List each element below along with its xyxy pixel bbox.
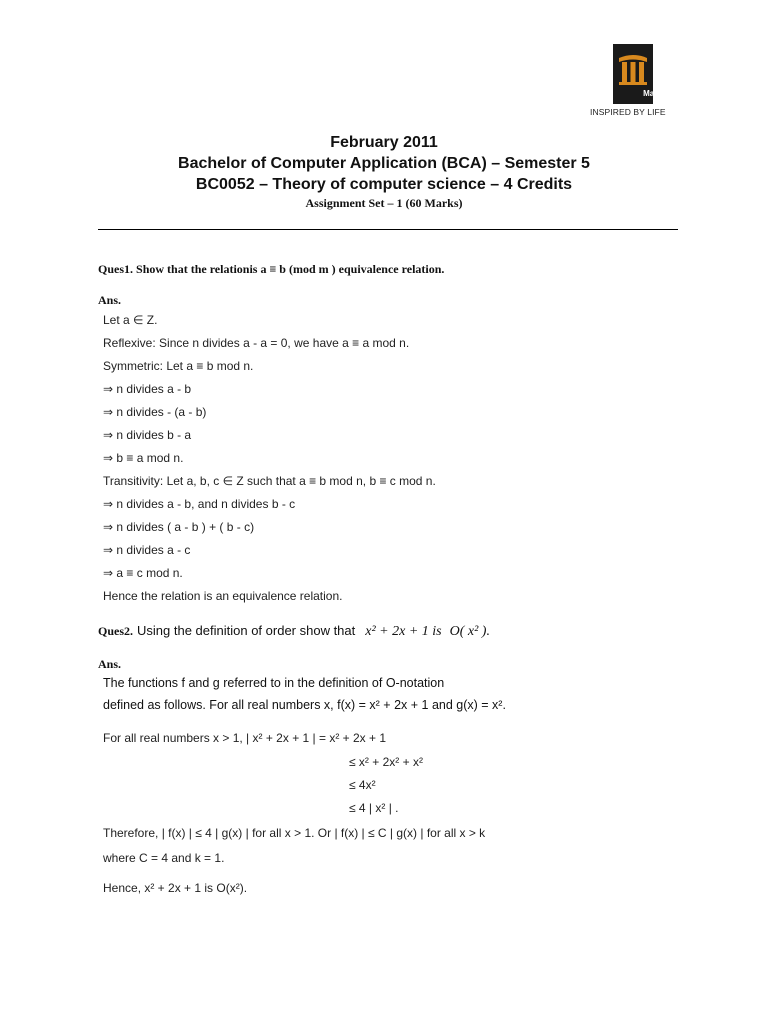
logo-tagline: INSPIRED BY LIFE [590,107,666,117]
logo-brand-text: Manipal [643,89,673,98]
answer-2-step-4: ≤ 4 | x² | . [349,801,399,815]
header-assignment: Assignment Set – 1 (60 Marks) [305,196,463,210]
answer-1-line: ⇒ n divides ( a - b ) + ( b - c) [103,520,255,534]
answer-1-line: ⇒ b ≡ a mod n. [103,451,184,465]
answer-1-label: Ans. [98,293,122,307]
answer-1-line: Transitivity: Let a, b, c ∈ Z such that a ≡ b mod n, b ≡ c mod n. [103,474,436,488]
header-date: February 2011 [330,134,438,151]
answer-2-intro-2: defined as follows. For all real numbers x, f(x) = x² + 2x + 1 and g(x) = x². [103,698,506,712]
answer-1-line: ⇒ n divides a - b, and n divides b - c [103,497,296,511]
manipal-logo [588,44,678,118]
answer-1-line: ⇒ a ≡ c mod n. [103,566,183,580]
answer-1-line: ⇒ n divides a - c [103,543,191,557]
answer-1-line: Hence the relation is an equivalence relation. [103,589,343,603]
header-divider [98,229,678,230]
question-1-label: Ques1. [98,262,134,276]
answer-2-step-3: ≤ 4x² [349,778,376,792]
answer-1-line: ⇒ n divides b - a [103,428,192,442]
question-2-order: O( x² ). [449,624,490,639]
answer-1-line: Reflexive: Since n divides a - a = 0, we have a ≡ a mod n. [103,336,410,350]
answer-1-line: ⇒ n divides - (a - b) [103,405,207,419]
answer-2-intro-1: The functions f and g referred to in the definition of O-notation [103,676,445,690]
question-1-text: Show that the relationis a ≡ b (mod m ) equivalence relation. [136,262,445,276]
answer-2-where: where C = 4 and k = 1. [103,851,225,865]
answer-1-line: Symmetric: Let a ≡ b mod n. [103,359,254,373]
question-2 [98,622,490,640]
answer-1-line: Let a ∈ Z. [103,313,158,327]
answer-2-step-2: ≤ x² + 2x² + x² [349,755,423,769]
question-2-expression: x² + 2x + 1 is [365,624,442,639]
answer-2-step-1: For all real numbers x > 1, | x² + 2x + 1 | = x² + 2x + 1 [103,731,387,745]
question-2-label: Ques2. [98,624,134,638]
answer-2-therefore: Therefore, | f(x) | ≤ 4 | g(x) | for all x > 1. Or | f(x) | ≤ C | g(x) | for all x > k [103,826,486,840]
header-course: BC0052 – Theory of computer science – 4 Credits [195,176,573,193]
question-2-text: Using the definition of order show that [137,623,356,638]
header-program: Bachelor of Computer Application (BCA) – Semester 5 [178,155,590,172]
answer-2-label: Ans. [98,657,122,671]
answer-2-conclusion: Hence, x² + 2x + 1 is O(x²). [103,881,248,895]
question-1 [98,262,444,277]
answer-1-line: ⇒ n divides a - b [103,382,192,396]
manipal-emblem [613,44,673,104]
